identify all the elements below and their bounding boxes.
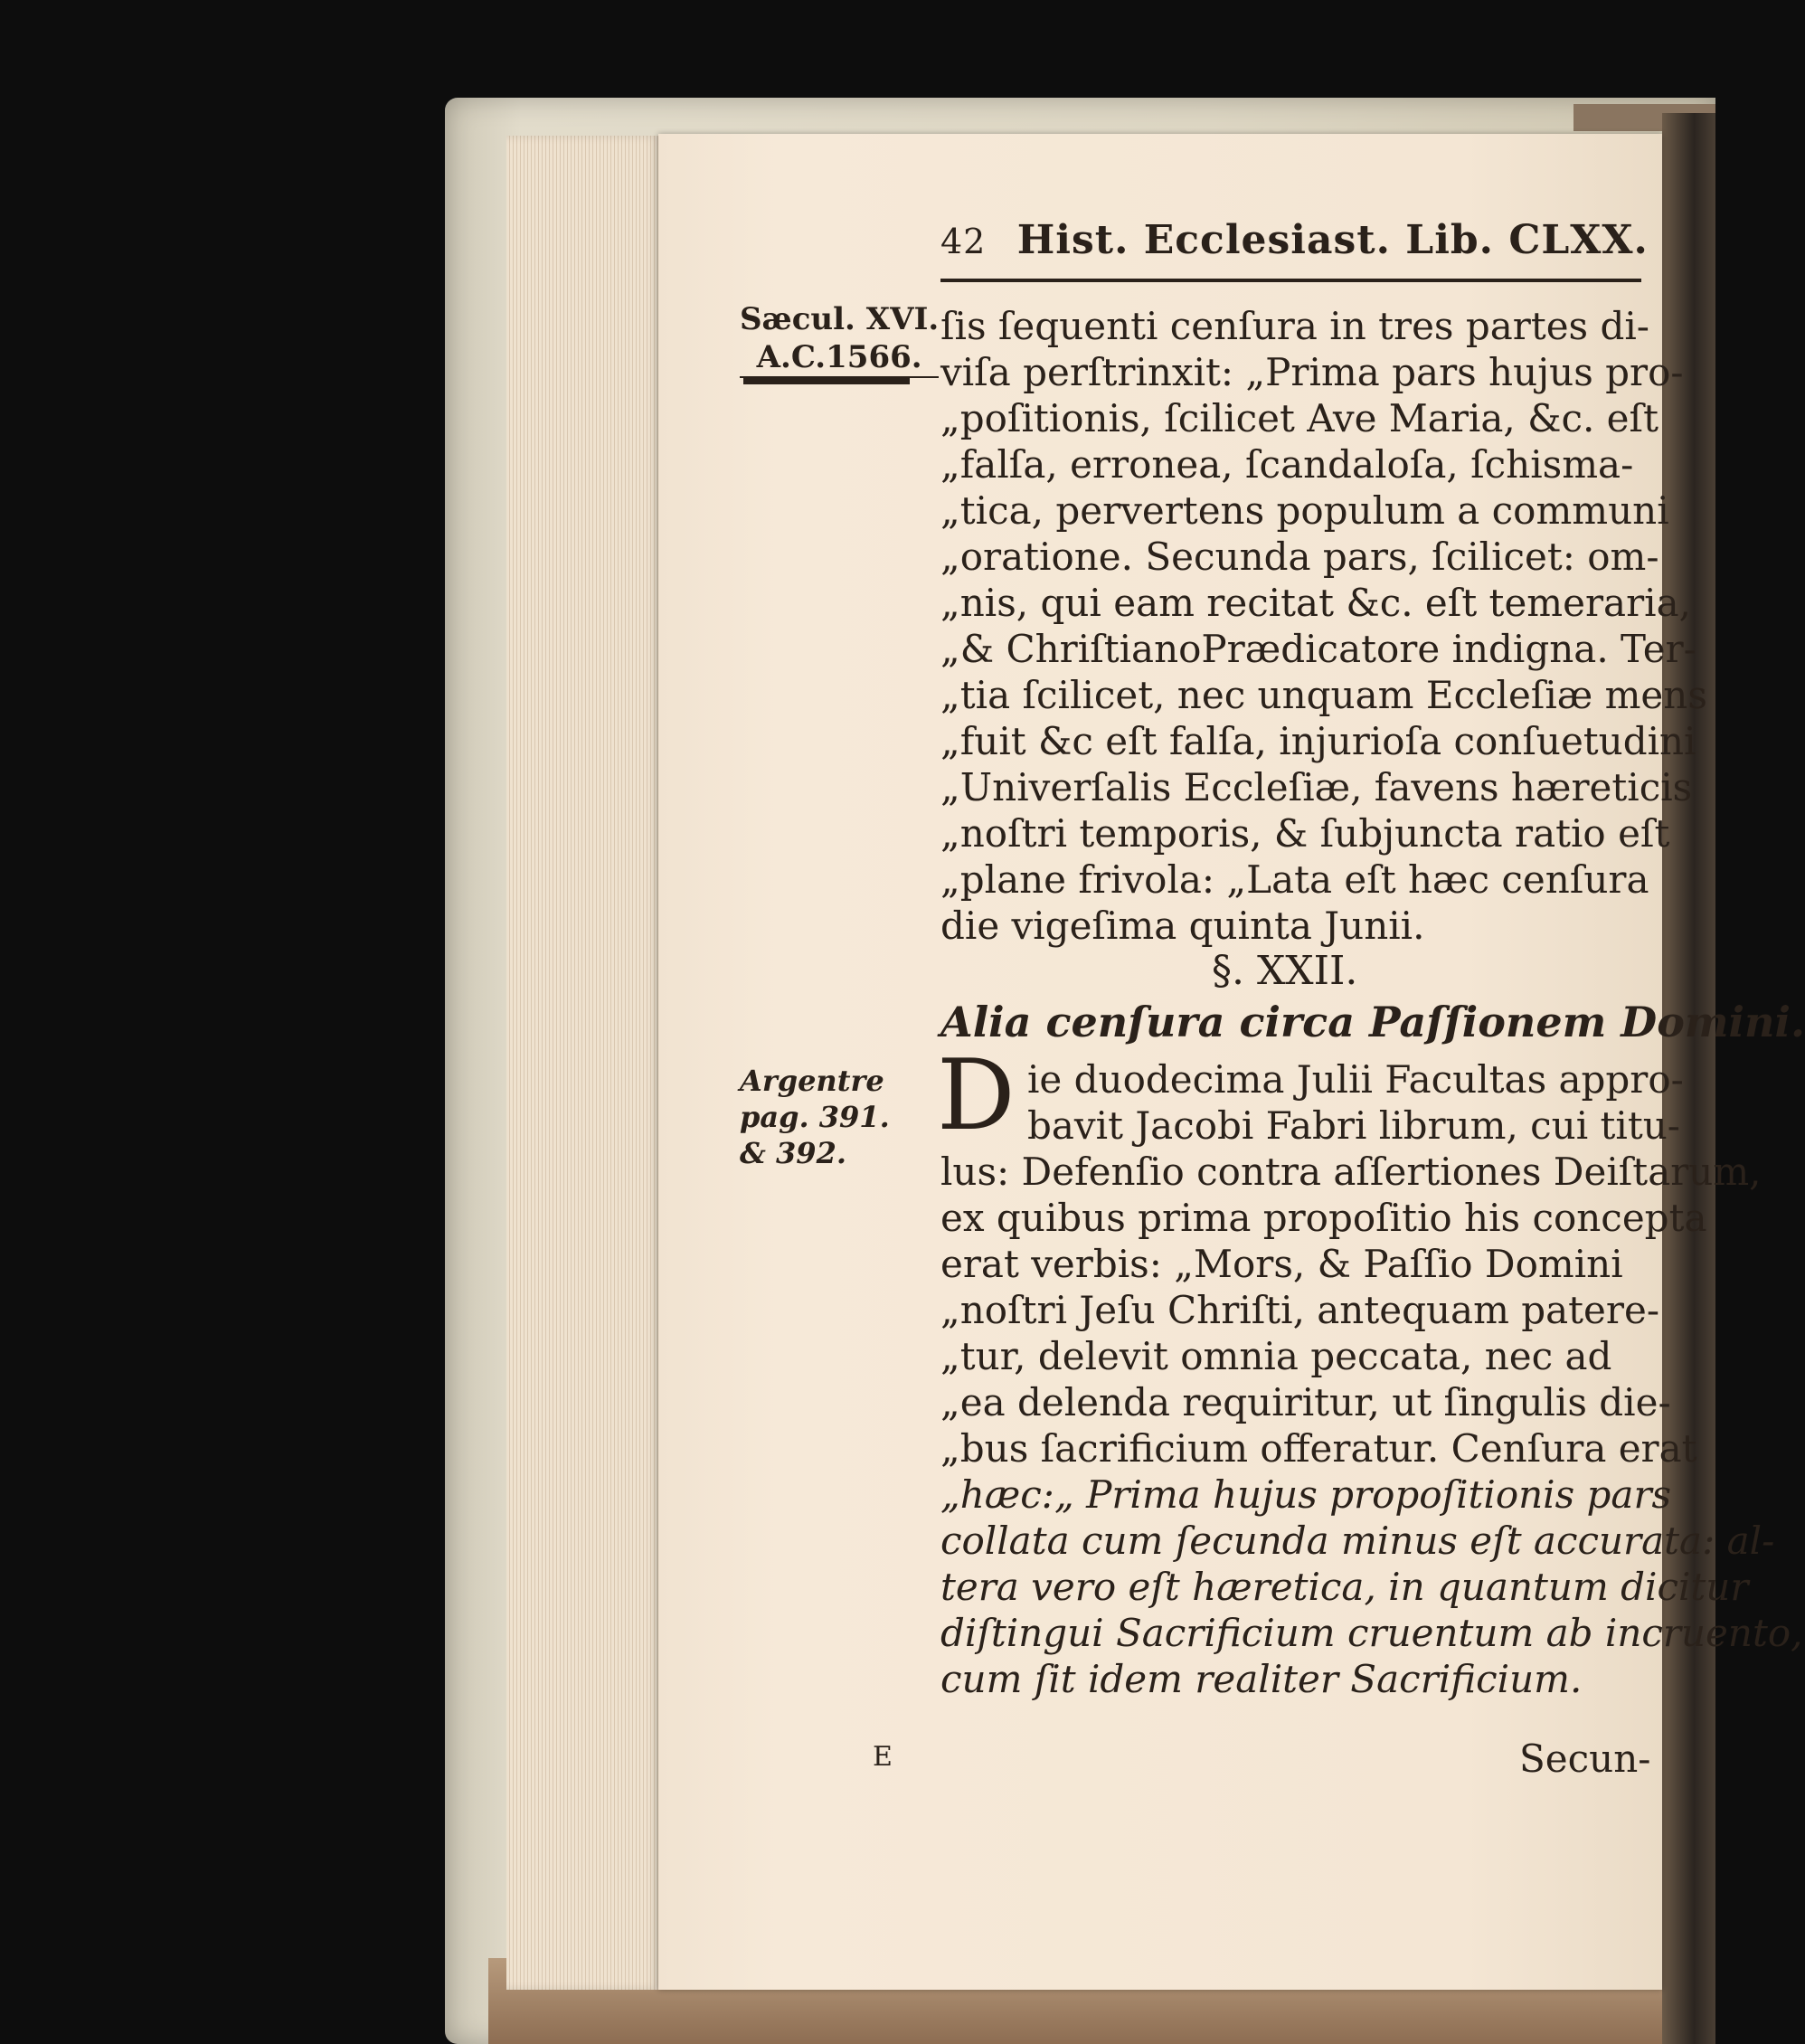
margin-note-line: & 392.	[740, 1136, 846, 1170]
text-line: ie duodecima Julii Facultas appro-	[1027, 1057, 1684, 1102]
text-line: „bus ſacrificium offeratur. Cenſura erat	[940, 1426, 1697, 1471]
page-block-edges	[506, 136, 660, 1990]
text-line: cum ſit idem realiter Sacrificium.	[940, 1657, 1583, 1701]
margin-note-line: Sæcul. XVI.	[740, 301, 940, 337]
text-line: „plane frivola: „Lata eſt hæc cenſura	[940, 857, 1649, 902]
text-line: „fuit &c eſt falſa, injurioſa conſuetudini	[940, 719, 1696, 763]
margin-rule	[743, 378, 910, 384]
margin-note-line: A.C.1566.	[740, 338, 939, 378]
text-line: erat verbis: „Mors, & Paſſio Domini	[940, 1242, 1623, 1286]
text-line: „tia ſcilicet, nec unquam Eccleſiæ mens	[940, 673, 1707, 717]
text-line: lus: Defenſio contra aſſertiones Deiſtarum,	[940, 1150, 1762, 1194]
text-line: diſtingui Sacrificium cruentum ab incruento,	[940, 1611, 1803, 1655]
margin-note-bottom	[740, 1063, 890, 1171]
text-line: „noſtri Jeſu Chriſti, antequam patere-	[940, 1288, 1660, 1332]
text-line: „oratione. Secunda pars, ſcilicet: om-	[940, 535, 1659, 579]
signature-mark: E	[873, 1741, 893, 1773]
margin-note-line: Argentre	[740, 1064, 884, 1098]
running-title: Hist. Ecclesiast. Lib. CLXX.	[1016, 217, 1649, 263]
text-line: ſis ſequenti cenſura in tres partes di-	[940, 304, 1649, 348]
text-line: collata cum ſecunda minus eſt accurata: al-	[940, 1519, 1775, 1563]
text-line: ex quibus prima propoſitio his concepta	[940, 1196, 1707, 1240]
drop-cap: D	[937, 1039, 1016, 1152]
text-line: „& ChriſtianoPrædicatore indigna. Ter-	[940, 627, 1696, 671]
text-line: tera vero eſt hæretica, in quantum dicitur	[940, 1565, 1749, 1609]
text-line: viſa perſtrinxit: „Prima pars hujus pro-	[940, 350, 1684, 394]
text-line: „poſitionis, ſcilicet Ave Maria, &c. eſt	[940, 396, 1659, 440]
text-line: „tica, pervertens populum a communi	[940, 488, 1669, 533]
header-rule	[940, 279, 1641, 282]
text-line: bavit Jacobi Fabri librum, cui titu-	[1027, 1103, 1680, 1148]
text-line: „noſtri temporis, & ſubjuncta ratio eſt	[940, 811, 1670, 856]
body-text-part2	[940, 1056, 1802, 1702]
catchword: Secun-	[1519, 1736, 1651, 1781]
text-line: „hæc:„ Prima hujus propoſitionis pars	[940, 1472, 1672, 1517]
section-title: Alia cenſura circa Paſſionem Domini.	[940, 998, 1805, 1046]
margin-note-top	[740, 300, 939, 378]
body-text-part1	[940, 303, 1707, 949]
text-line: „falſa, erronea, ſcandaloſa, ſchisma-	[940, 442, 1634, 487]
text-line: „ea delenda requiritur, ut ſingulis die-	[940, 1380, 1671, 1424]
page-number: 42	[940, 222, 987, 261]
running-header	[940, 217, 1649, 263]
text-line: „nis, qui eam recitat &c. eſt temeraria,	[940, 581, 1691, 625]
text-line: „Univerſalis Eccleſiæ, favens hæreticis	[940, 765, 1693, 809]
margin-note-line: pag. 391.	[740, 1100, 890, 1134]
text-line: die vigeſima quinta Junii.	[940, 904, 1425, 948]
section-number: §. XXII.	[1212, 948, 1358, 994]
text-line: „tur, delevit omnia peccata, nec ad	[940, 1334, 1612, 1378]
